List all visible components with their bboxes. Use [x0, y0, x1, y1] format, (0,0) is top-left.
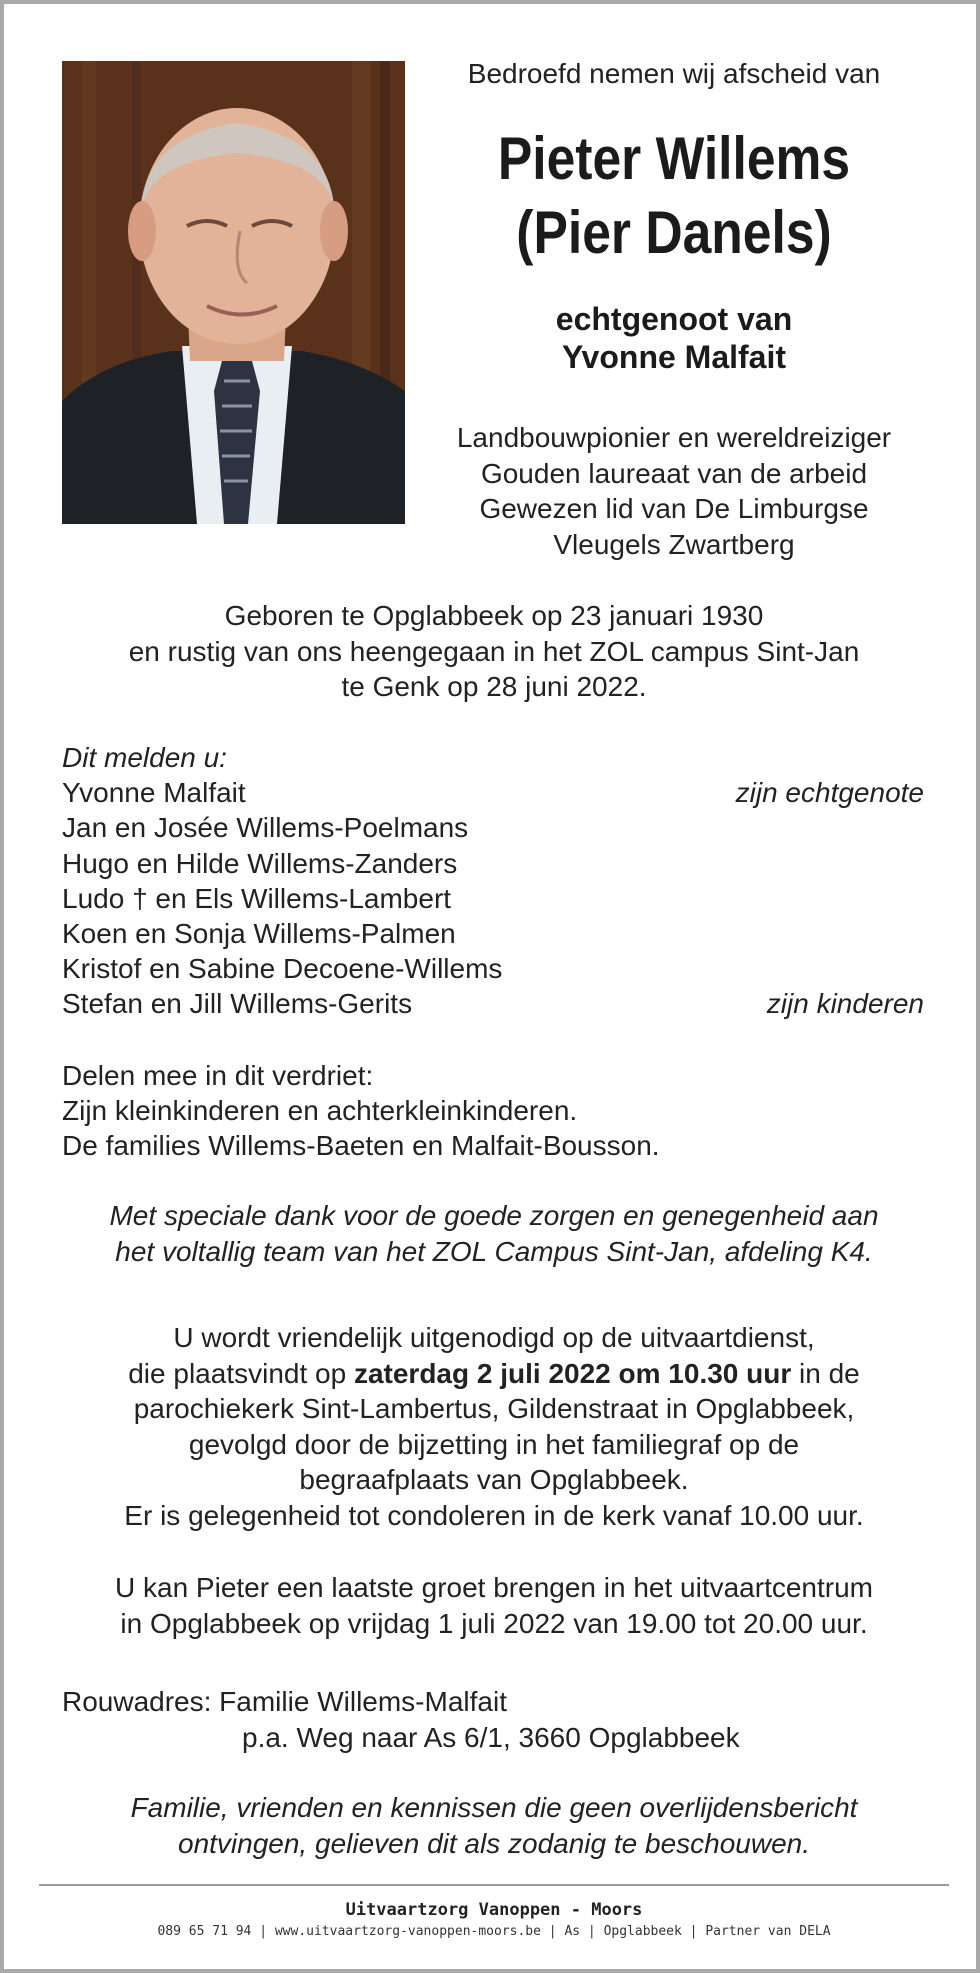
announcer-row [62, 810, 926, 845]
ceremony-line: Er is gelegenheid tot condoleren in de kerk vanaf 10.00 uur. [124, 1499, 864, 1531]
announcers-heading: Dit melden u: [62, 742, 227, 773]
announcer-name: Stefan en Jill Willems-Gerits [62, 988, 413, 1020]
grief-block [62, 1058, 926, 1164]
thanks-line: het voltallig team van het ZOL Campus Sint-Jan, afdeling K4. [115, 1235, 873, 1267]
announcer-name: Koen en Sonja Willems-Palmen [62, 917, 456, 949]
death-place-line: te Genk op 28 juni 2022. [341, 671, 647, 702]
deceased-name: Pieter Willems [497, 125, 851, 192]
announcer-name: Jan en Josée Willems-Poelmans [62, 812, 469, 844]
thanks-line: Met speciale dank voor de goede zorgen en genegenheid aan [109, 1200, 879, 1231]
ceremony-line: U wordt vriendelijk uitgenodigd op de uitvaartdienst, [173, 1322, 815, 1353]
deceased-alias: (Pier Danels) [516, 199, 832, 266]
footer-divider [39, 1884, 949, 1886]
funeral-home-contact: 089 65 71 94 | www.uitvaartzorg-vanoppen-moors.be | As | Opglabbeek | Partner van DELA [157, 1924, 831, 1939]
ceremony-block [44, 1320, 944, 1533]
spouse-prefix: echtgenoot van [555, 301, 793, 337]
birth-line: Geboren te Opglabbeek op 23 januari 1930 [224, 600, 764, 631]
intro-text: Bedroefd nemen wij afscheid van [467, 58, 881, 89]
announcer-relation: zijn echtgenote [735, 777, 924, 809]
announcer-row [62, 951, 926, 986]
announcer-name: Yvonne Malfait [62, 777, 246, 809]
thanks-block [44, 1198, 944, 1269]
ceremony-line: parochiekerk Sint-Lambertus, Gildenstraat in Opglabbeek, [133, 1393, 855, 1424]
grief-heading: Delen mee in dit verdriet: [62, 1060, 374, 1091]
visitation-block [44, 1570, 944, 1641]
announcer-name: Kristof en Sabine Decoene-Willems [62, 953, 503, 985]
ceremony-text: in de [791, 1357, 860, 1389]
ceremony-datetime: zaterdag 2 juli 2022 om 10.30 uur [353, 1357, 792, 1389]
ceremony-line: begraafplaats van Opglabbeek. [299, 1464, 689, 1495]
closing-line: ontvingen, gelieven dit als zodanig te beschouwen. [178, 1827, 810, 1859]
announcer-row [62, 986, 926, 1021]
visitation-line: in Opglabbeek op vrijdag 1 juli 2022 van 19.00 tot 20.00 uur. [120, 1607, 868, 1639]
announcer-row [62, 881, 926, 916]
portrait-photo [62, 61, 405, 524]
announcer-row [62, 775, 926, 810]
closing-block [44, 1790, 944, 1861]
announcer-relation: zijn kinderen [766, 988, 924, 1020]
announcers-block [62, 740, 926, 1022]
visitation-line: U kan Pieter een laatste groet brengen in het uitvaartcentrum [115, 1572, 873, 1603]
dates-block [44, 598, 944, 705]
grief-line: De families Willems-Baeten en Malfait-Bousson. [62, 1130, 660, 1162]
death-line: en rustig van ons heengegaan in het ZOL campus Sint-Jan [128, 635, 860, 667]
deceased-name-block [459, 122, 889, 270]
titles-block [424, 420, 924, 562]
ceremony-line [44, 1356, 944, 1392]
ceremony-line: gevolgd door de bijzetting in het familiegraf op de [188, 1428, 800, 1460]
title-line: Gewezen lid van De Limburgse [479, 493, 869, 524]
spouse-name: Yvonne Malfait [561, 339, 787, 375]
announcer-row [62, 916, 926, 951]
announcer-name: Hugo en Hilde Willems-Zanders [62, 847, 458, 879]
title-line: Gouden laureaat van de arbeid [480, 457, 868, 489]
address-line: Rouwadres: Familie Willems-Malfait [62, 1686, 507, 1717]
title-line: Vleugels Zwartberg [553, 528, 795, 560]
announcer-row [62, 846, 926, 881]
spouse-block [424, 300, 924, 376]
address-block [62, 1684, 926, 1756]
ceremony-text: die plaatsvindt op [128, 1357, 354, 1389]
announcer-name: Ludo † en Els Willems-Lambert [62, 882, 452, 914]
funeral-home-name: Uitvaartzorg Vanoppen - Moors [345, 1900, 643, 1920]
grief-line: Zijn kleinkinderen en achterkleinkinderen. [62, 1095, 578, 1127]
address-line: p.a. Weg naar As 6/1, 3660 Opglabbeek [242, 1722, 740, 1753]
title-line: Landbouwpionier en wereldreiziger [456, 422, 892, 453]
closing-line: Familie, vrienden en kennissen die geen overlijdensbericht [130, 1792, 858, 1823]
